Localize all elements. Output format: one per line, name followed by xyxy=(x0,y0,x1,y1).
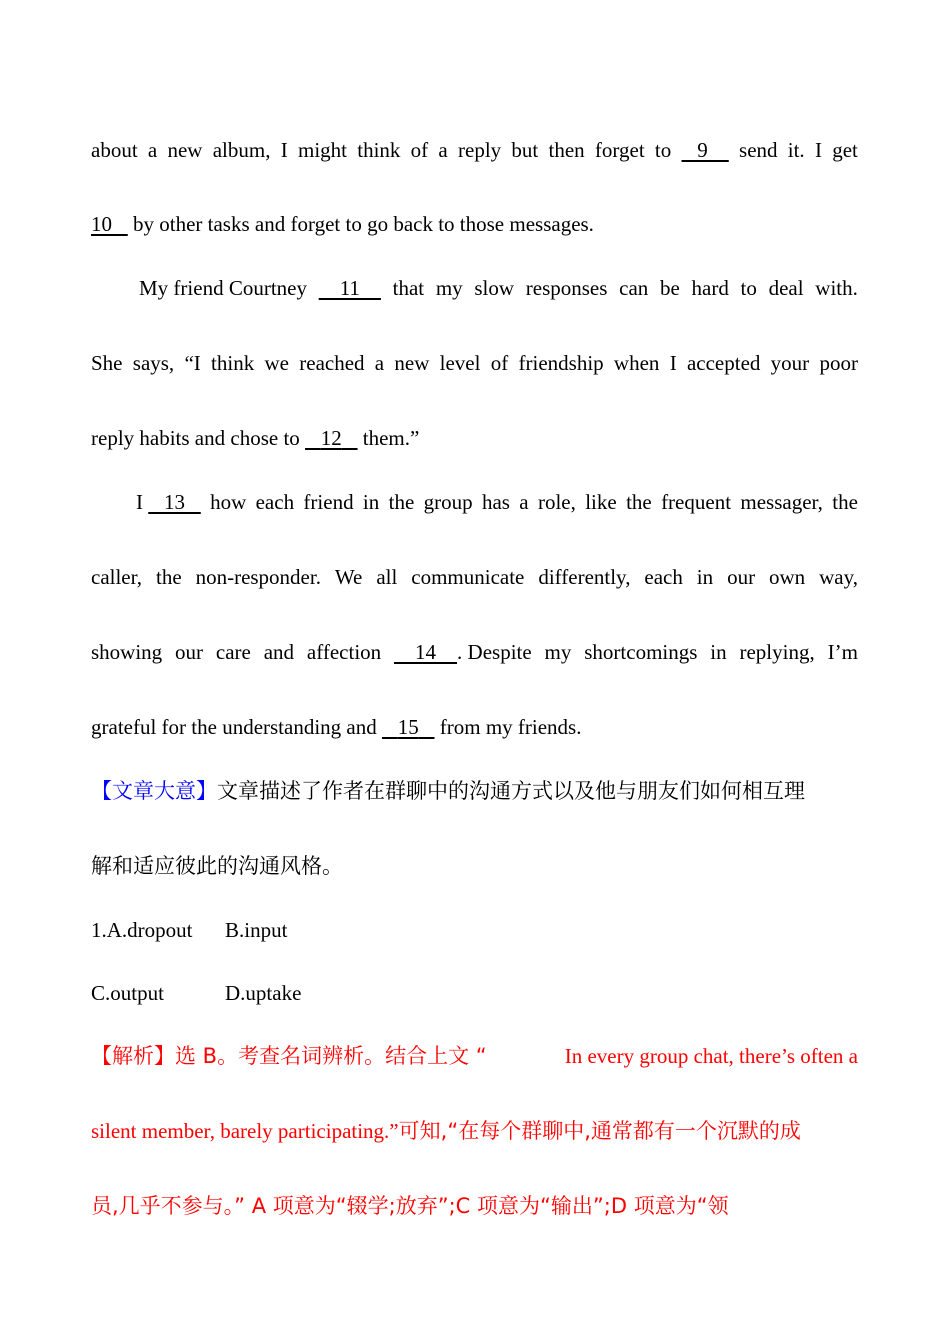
passage-word: a xyxy=(519,490,529,514)
passage-word: communicate xyxy=(411,565,525,589)
passage-word: in xyxy=(362,490,380,514)
passage-word: then xyxy=(548,138,585,162)
passage-word: your xyxy=(770,351,810,375)
passage-line-4 xyxy=(91,349,858,377)
passage-line-6 xyxy=(136,488,858,516)
passage-word: hard xyxy=(691,276,729,300)
passage-word: responses xyxy=(525,276,608,300)
analysis-text: 员,几乎不参与。” xyxy=(91,1194,252,1218)
summary-label: 【文章大意】 xyxy=(91,779,217,803)
passage-word: accepted xyxy=(686,351,761,375)
passage-word: might xyxy=(297,138,347,162)
passage-word: of xyxy=(410,138,429,162)
passage-word: to xyxy=(654,138,672,162)
passage-word: new xyxy=(394,351,430,375)
passage-word: reached xyxy=(299,351,365,375)
passage-word: we xyxy=(264,351,289,375)
passage-word: “I xyxy=(184,351,201,375)
passage-word: the xyxy=(832,490,858,514)
passage-word: a xyxy=(438,138,448,162)
passage-word: about xyxy=(91,138,138,162)
passage-word: deal xyxy=(768,276,804,300)
analysis-quote: In every group chat, there’s often a xyxy=(564,1044,858,1068)
passage-word: new xyxy=(167,138,203,162)
passage-line-9 xyxy=(91,713,858,741)
analysis-line-3 xyxy=(91,1192,858,1220)
passage-line-8 xyxy=(91,638,858,666)
passage-line-3 xyxy=(139,274,858,302)
passage-word: how xyxy=(210,490,247,514)
passage-word: group xyxy=(423,490,473,514)
blank-10: 10 xyxy=(91,212,112,236)
blank-9: 9 xyxy=(681,138,729,162)
passage-word: a xyxy=(147,138,158,162)
analysis-text: 选 B。考查名词辨析。结合上文 “ xyxy=(175,1044,487,1068)
passage-word: level xyxy=(439,351,481,375)
passage-word: each xyxy=(644,565,683,589)
passage-text: from my friends. xyxy=(434,715,582,739)
passage-word: but xyxy=(511,138,539,162)
passage-word: replying, xyxy=(739,640,815,664)
passage-word: I xyxy=(669,351,677,375)
passage-word: I xyxy=(280,138,288,162)
blank-13: 13 xyxy=(148,490,201,514)
passage-word: my xyxy=(544,640,572,664)
option-c: C.output xyxy=(91,981,164,1005)
passage-word: affection xyxy=(306,640,382,664)
passage-word: She xyxy=(91,351,123,375)
summary-text: 文章描述了作者在群聊中的沟通方式以及他与朋友们如何相互理 xyxy=(217,779,805,803)
passage-word: of xyxy=(490,351,509,375)
passage-word: I 13 xyxy=(136,490,201,514)
passage-word: reply xyxy=(458,138,502,162)
summary-line-2 xyxy=(91,852,858,880)
passage-word: shortcomings xyxy=(584,640,698,664)
passage-word: to xyxy=(740,276,757,300)
passage-word: our xyxy=(175,640,204,664)
blank-14: 14 xyxy=(394,640,458,664)
passage-word: I xyxy=(814,138,822,162)
passage-word: that xyxy=(392,276,425,300)
passage-word: slow xyxy=(474,276,515,300)
passage-word: get xyxy=(832,138,858,162)
passage-word: friendship xyxy=(518,351,604,375)
passage-word: showing xyxy=(91,640,163,664)
passage-word: each xyxy=(255,490,295,514)
passage-word: be xyxy=(659,276,680,300)
analysis-label: 【解析】 xyxy=(91,1044,175,1068)
summary-text: 解和适应彼此的沟通风格。 xyxy=(91,854,343,878)
blank-11: 11 xyxy=(318,276,381,300)
passage-word: in xyxy=(710,640,727,664)
passage-word: messager, xyxy=(740,490,823,514)
passage-word: differently, xyxy=(538,565,631,589)
passage-word: has xyxy=(481,490,510,514)
options-row-2 xyxy=(91,979,858,1007)
passage-word: says, xyxy=(132,351,175,375)
passage-word: my xyxy=(435,276,463,300)
passage-word: way, xyxy=(819,565,858,589)
passage-text: grateful for the understanding and xyxy=(91,715,382,739)
passage-word: it. xyxy=(787,138,805,162)
passage-text: by other tasks and forget to go back to those messages. xyxy=(127,212,594,236)
passage-word: think xyxy=(357,138,401,162)
analysis-line-2 xyxy=(91,1117,858,1145)
options-row-1 xyxy=(91,916,858,944)
passage-text: them.” xyxy=(357,426,420,450)
passage-word: can xyxy=(619,276,649,300)
option-a: 1.A.dropout xyxy=(91,918,193,942)
passage-word: the xyxy=(155,565,182,589)
blank-12: 12 xyxy=(320,426,342,450)
passage-word: forget xyxy=(594,138,645,162)
passage-word: frequent xyxy=(661,490,732,514)
passage-text: reply habits and chose to xyxy=(91,426,306,450)
passage-word: like xyxy=(585,490,617,514)
passage-word: caller, xyxy=(91,565,143,589)
passage-word: My friend Courtney xyxy=(139,276,307,300)
passage-word: role, xyxy=(537,490,576,514)
analysis-quote: silent member, barely participating.” xyxy=(91,1119,399,1143)
summary-line-1 xyxy=(91,777,858,805)
passage-word: the xyxy=(388,490,415,514)
passage-line-7 xyxy=(91,563,858,591)
passage-word: when xyxy=(613,351,660,375)
analysis-line-1 xyxy=(91,1042,858,1070)
option-b: B.input xyxy=(225,918,288,942)
passage-word: the xyxy=(626,490,652,514)
passage-word: our xyxy=(727,565,756,589)
blank-15: 15 xyxy=(397,715,419,739)
passage-word: all xyxy=(376,565,398,589)
passage-word: friend xyxy=(303,490,354,514)
passage-word: We xyxy=(334,565,363,589)
passage-line-1 xyxy=(91,136,858,164)
passage-line-5 xyxy=(91,424,858,452)
analysis-text: A 项意为“辍学;放弃”;C 项意为“输出”;D 项意为“领 xyxy=(251,1194,729,1218)
passage-word: in xyxy=(696,565,714,589)
passage-word: think xyxy=(211,351,255,375)
passage-word: 14 . Despite xyxy=(394,640,532,664)
passage-word: and xyxy=(263,640,295,664)
passage-word: own xyxy=(769,565,806,589)
passage-word: non-responder. xyxy=(195,565,321,589)
option-d: D.uptake xyxy=(225,981,302,1005)
passage-word: poor xyxy=(819,351,858,375)
passage-word: care xyxy=(215,640,251,664)
passage-word: with. xyxy=(815,276,858,300)
passage-line-2 xyxy=(91,210,858,238)
analysis-text: 可知,“在每个群聊中,通常都有一个沉默的成 xyxy=(398,1119,801,1143)
passage-word: send xyxy=(739,138,778,162)
passage-word: a xyxy=(374,351,385,375)
passage-word: I’m xyxy=(827,640,858,664)
passage-word: album, xyxy=(212,138,271,162)
